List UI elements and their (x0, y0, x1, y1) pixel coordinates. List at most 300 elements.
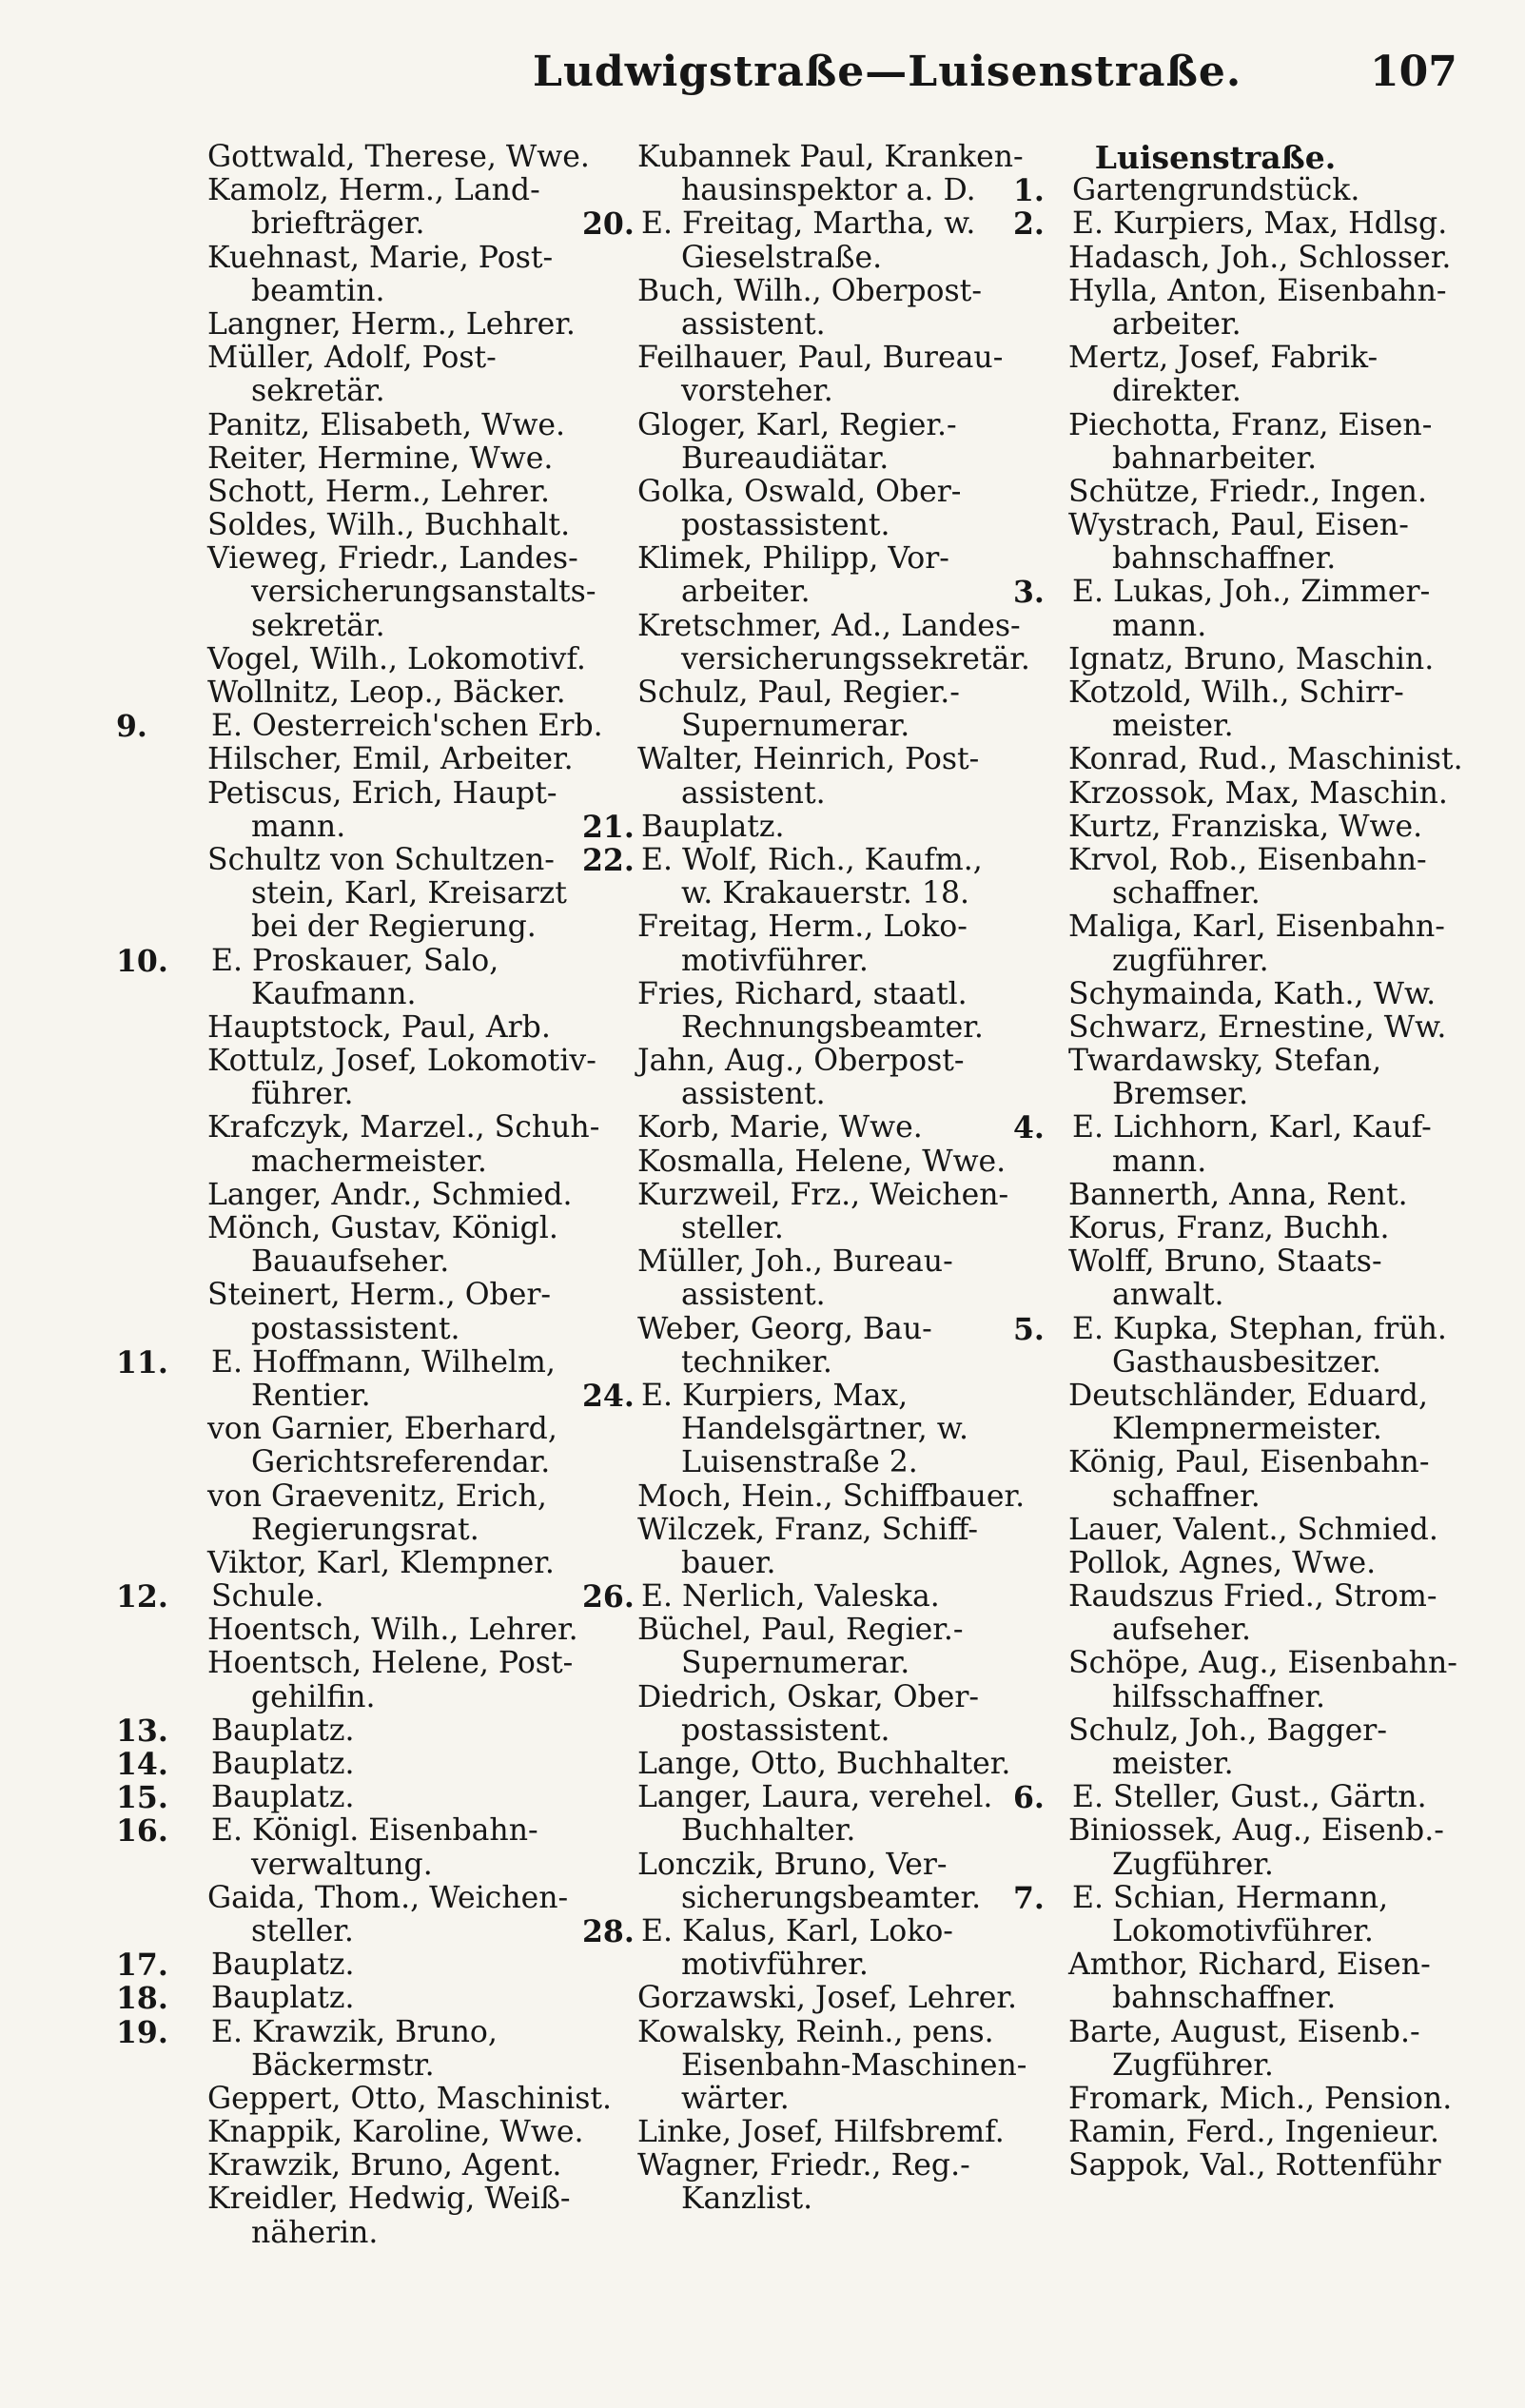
resident-entry (152, 844, 557, 877)
entry-text: E. Krawzik, Bruno, (211, 2014, 498, 2049)
entry-continuation (582, 174, 987, 207)
section-title: Luisenstraße. (1094, 139, 1337, 176)
entry-text: Korb, Marie, Wwe. (637, 1110, 923, 1145)
resident-entry (1013, 1378, 1428, 1413)
house-entry (1013, 1882, 1417, 1915)
resident-entry (152, 675, 566, 710)
entry-text: w. Krakauerstr. 18. (681, 876, 970, 911)
entry-text: Schulz, Paul, Regier.- (637, 675, 960, 710)
entry-text: Weber, Georg, Bau- (637, 1311, 932, 1346)
resident-entry (1013, 910, 1445, 945)
house-number: 12. (116, 1579, 168, 1615)
entry-continuation (582, 1948, 987, 1982)
entry-text: Gieselstraße. (681, 240, 883, 275)
entry-text: E. Proskauer, Salo, (211, 943, 499, 978)
entry-text: sicherungsbeamter. (681, 1880, 982, 1915)
entry-continuation (582, 710, 987, 743)
resident-entry (1013, 1948, 1431, 1983)
entry-continuation (582, 1547, 987, 1580)
entry-text: Feilhauer, Paul, Bureau- (637, 341, 1004, 376)
resident-entry (582, 910, 987, 944)
house-entry (582, 1380, 987, 1413)
entry-text: Golka, Oswald, Ober- (637, 474, 962, 509)
entry-text: Vogel, Wilh., Lokomotivf. (207, 641, 586, 676)
entry-text: Kuehnast, Marie, Post- (207, 240, 554, 275)
entry-text: E. Freitag, Martha, w. (641, 206, 976, 242)
entry-text: Kubannek Paul, Kranken- (637, 140, 1024, 174)
resident-entry (1013, 1547, 1417, 1580)
entry-text: Bremser. (1112, 1077, 1249, 1112)
resident-entry (152, 1646, 574, 1681)
entry-text: briefträger. (251, 206, 425, 242)
entry-text: Müller, Adolf, Post- (207, 341, 497, 376)
house-number: 22. (582, 842, 635, 878)
resident-entry (1013, 1813, 1444, 1849)
entry-text: Fries, Richard, staatl. (637, 976, 968, 1011)
entry-text: Langer, Laura, verehel. (637, 1780, 993, 1815)
house-entry (116, 1344, 557, 1380)
resident-entry (152, 742, 574, 777)
resident-entry (152, 2182, 571, 2217)
entry-text: Schütze, Friedr., Ingen. (1068, 474, 1427, 509)
entry-text: Langer, Andr., Schmied. (207, 1177, 573, 1212)
entry-continuation (582, 1446, 987, 1479)
entry-text: Konrad, Rud., Maschinist. (1068, 742, 1463, 777)
house-entry (116, 1713, 557, 1749)
entry-text: Klimek, Philipp, Vor- (637, 541, 949, 577)
resident-entry (1013, 976, 1437, 1011)
entry-text: Büchel, Paul, Regier.- (637, 1613, 964, 1648)
entry-continuation (1013, 442, 1417, 476)
entry-text: bahnschaffner. (1112, 1981, 1337, 2016)
entry-text: Rentier. (251, 1378, 371, 1413)
resident-entry (1013, 1512, 1438, 1547)
house-entry (116, 1780, 557, 1816)
resident-entry (152, 2115, 584, 2150)
entry-continuation (582, 877, 987, 910)
entry-text: Maliga, Karl, Eisenbahn- (1068, 910, 1445, 945)
entry-continuation (152, 910, 557, 944)
entry-continuation (582, 375, 987, 408)
resident-entry (1013, 1245, 1417, 1279)
house-number: 18. (116, 1981, 168, 2017)
entry-text: Gloger, Karl, Regier.- (637, 407, 957, 442)
entry-text: Luisenstraße 2. (681, 1445, 918, 1480)
resident-entry (152, 1880, 569, 1915)
entry-continuation (1013, 1480, 1417, 1514)
entry-text: E. Wolf, Rich., Kaufm., (641, 842, 983, 877)
resident-entry (1013, 2148, 1441, 2183)
entry-text: Hauptstock, Paul, Arb. (207, 1009, 551, 1045)
entry-text: Mertz, Josef, Fabrik- (1068, 341, 1378, 376)
entry-continuation (1013, 308, 1417, 342)
resident-entry (152, 541, 578, 577)
resident-entry (582, 1681, 987, 1714)
resident-entry (582, 1747, 1011, 1781)
entry-continuation (582, 2083, 987, 2116)
entry-text: E. Kurpiers, Max, (641, 1378, 909, 1413)
entry-text: Korus, Franz, Buchh. (1068, 1211, 1390, 1245)
house-number: 20. (582, 206, 635, 243)
entry-text: bei der Regierung. (251, 910, 537, 945)
house-entry (582, 844, 987, 877)
entry-text: assistent. (681, 1077, 826, 1112)
house-number: 10. (116, 943, 168, 979)
entry-text: postassistent. (681, 508, 890, 543)
entry-text: Twardawsky, Stefan, (1068, 1044, 1382, 1079)
entry-text: Kurtz, Franziska, Wwe. (1068, 809, 1423, 844)
entry-continuation (582, 509, 987, 542)
entry-text: Wilczek, Franz, Schiff- (637, 1512, 979, 1547)
entry-text: zugführer. (1112, 943, 1269, 978)
entry-continuation (582, 576, 987, 609)
entry-text: versicherungssekretär. (681, 641, 1030, 676)
entry-text: Barte, August, Eisenb.- (1068, 2014, 1420, 2049)
entry-continuation (582, 1882, 987, 1915)
house-entry (116, 709, 603, 745)
resident-entry (152, 1613, 578, 1648)
resident-entry (582, 1144, 1007, 1179)
entry-continuation (1013, 1145, 1417, 1179)
house-number: 26. (582, 1579, 635, 1615)
entry-text: Schott, Herm., Lehrer. (207, 474, 551, 509)
entry-text: Deutschländer, Eduard, (1068, 1378, 1428, 1413)
resident-entry (582, 1478, 1026, 1514)
entry-text: E. Königl. Eisenbahn- (211, 1813, 538, 1849)
entry-text: Krvol, Rob., Eisenbahn- (1068, 842, 1427, 877)
resident-entry (152, 2148, 562, 2183)
entry-text: sekretär. (251, 608, 385, 643)
entry-text: Supernumerar. (681, 709, 910, 744)
resident-entry (1013, 1009, 1447, 1045)
entry-text: Wystrach, Paul, Eisen- (1068, 508, 1409, 543)
resident-entry (582, 1177, 1009, 1212)
entry-continuation (582, 2047, 1027, 2083)
resident-entry (152, 1110, 600, 1145)
resident-entry (1013, 742, 1463, 777)
house-number: 13. (116, 1713, 168, 1749)
entry-continuation (152, 1145, 557, 1179)
entry-text: assistent. (681, 306, 826, 342)
resident-entry (582, 476, 987, 509)
entry-text: hilfsschaffner. (1112, 1679, 1326, 1714)
entry-text: Jahn, Aug., Oberpost- (637, 1044, 965, 1079)
resident-entry (582, 676, 987, 710)
entry-text: Moch, Hein., Schiffbauer. (637, 1478, 1026, 1514)
entry-text: Krafczyk, Marzel., Schuh- (207, 1110, 600, 1145)
resident-entry (582, 275, 987, 308)
entry-text: Biniossek, Aug., Eisenb.- (1068, 1813, 1444, 1849)
entry-text: Krzossok, Max, Maschin. (1068, 775, 1448, 811)
entry-text: assistent. (681, 775, 826, 811)
entry-text: Bauplatz. (211, 1981, 355, 2016)
entry-text: Freitag, Herm., Loko- (637, 910, 968, 945)
entry-text: Schultz von Schultzen- (207, 842, 555, 877)
entry-text: Lokomotivführer. (1112, 1913, 1374, 1948)
resident-entry (152, 2081, 613, 2116)
entry-text: Bauplatz. (211, 1713, 355, 1748)
entry-text: Bäckermstr. (251, 2047, 435, 2083)
entry-text: Ignatz, Bruno, Maschin. (1068, 641, 1435, 676)
house-number: 11. (116, 1344, 168, 1380)
entry-text: E. Nerlich, Valeska. (641, 1579, 940, 1615)
entry-text: Rechnungsbeamter. (681, 1009, 984, 1045)
entry-text: Supernumerar. (681, 1646, 910, 1681)
entry-text: Wagner, Friedr., Reg.- (637, 2148, 970, 2183)
resident-entry (582, 1111, 987, 1145)
resident-entry (582, 2115, 1005, 2150)
house-entry (1013, 1780, 1427, 1816)
entry-continuation (582, 1011, 987, 1045)
entry-text: E. Lukas, Joh., Zimmer- (1072, 575, 1431, 610)
entry-text: Wollnitz, Leop., Bäcker. (207, 675, 566, 710)
resident-entry (1013, 641, 1435, 676)
house-number: 6. (1013, 1780, 1045, 1816)
entry-text: meister. (1112, 709, 1234, 744)
resident-entry (582, 542, 987, 576)
entry-continuation (152, 1380, 557, 1413)
entry-text: E. Kupka, Stephan, früh. (1072, 1311, 1447, 1346)
entry-continuation (152, 2049, 557, 2083)
resident-entry (582, 341, 1004, 376)
resident-entry (1013, 509, 1417, 542)
entry-text: König, Paul, Eisenbahn- (1068, 1445, 1430, 1480)
resident-entry (1013, 1045, 1417, 1078)
house-number: 15. (116, 1780, 168, 1816)
resident-entry (1013, 842, 1427, 877)
entry-text: Schöpe, Aug., Eisenbahn- (1068, 1646, 1457, 1681)
entry-text: bahnarbeiter. (1112, 440, 1318, 476)
resident-entry (1013, 809, 1423, 844)
house-entry (1013, 1110, 1432, 1146)
entry-continuation (582, 2183, 987, 2216)
entry-text: aufseher. (1112, 1613, 1252, 1648)
entry-continuation (152, 375, 557, 408)
entry-text: Lauer, Valent., Schmied. (1068, 1512, 1438, 1547)
resident-entry (582, 1245, 987, 1279)
entry-text: Sappok, Val., Rottenführ (1068, 2148, 1441, 2183)
entry-continuation (582, 242, 987, 275)
entry-text: Zugführer. (1112, 2047, 1274, 2083)
entry-text: postassistent. (681, 1713, 890, 1748)
resident-entry (152, 174, 557, 207)
resident-entry (1013, 273, 1447, 308)
entry-text: Kanzlist. (681, 2182, 813, 2217)
house-number: 5. (1013, 1311, 1045, 1347)
entry-text: beamtin. (251, 273, 385, 308)
entry-text: sekretär. (251, 374, 385, 409)
entry-text: bahnschaffner. (1112, 541, 1337, 577)
resident-entry (152, 442, 557, 476)
entry-text: Gorzawski, Josef, Lehrer. (637, 1981, 1017, 2016)
entry-text: Mönch, Gustav, Königl. (207, 1211, 558, 1245)
resident-entry (152, 1177, 573, 1212)
entry-text: mann. (1112, 1144, 1207, 1179)
entry-text: E. Hoffmann, Wilhelm, (211, 1344, 556, 1380)
resident-entry (152, 1212, 557, 1245)
resident-entry (582, 608, 1021, 643)
entry-continuation (1013, 1346, 1417, 1380)
entry-text: Geppert, Otto, Maschinist. (207, 2081, 613, 2116)
entry-continuation (1013, 542, 1417, 576)
entry-text: Kowalsky, Reinh., pens. (637, 2014, 994, 2049)
house-entry (1013, 174, 1417, 207)
entry-text: E. Steller, Gust., Gärtn. (1072, 1780, 1427, 1815)
entry-text: Knappik, Karoline, Wwe. (207, 2115, 584, 2150)
entry-text: Müller, Joh., Bureau- (637, 1244, 953, 1280)
entry-text: arbeiter. (681, 575, 811, 610)
entry-text: mann. (1112, 608, 1207, 643)
entry-text: Diedrich, Oskar, Ober- (637, 1679, 980, 1714)
resident-entry (582, 1614, 987, 1647)
entry-continuation (582, 777, 987, 811)
resident-entry (582, 409, 987, 442)
house-entry (582, 1915, 987, 1948)
entry-text: Gartengrundstück. (1072, 173, 1360, 208)
entry-text: mann. (251, 809, 346, 844)
entry-continuation (1013, 1681, 1417, 1714)
entry-text: Kaufmann. (251, 976, 417, 1011)
entry-continuation (152, 1245, 557, 1279)
entry-text: Eisenbahn-Maschinen- (681, 2047, 1027, 2083)
house-number: 7. (1013, 1880, 1045, 1916)
entry-text: Kretschmer, Ad., Landes- (637, 608, 1021, 643)
entry-continuation (1013, 1915, 1417, 1948)
entry-continuation (582, 1346, 987, 1380)
house-number: 21. (582, 809, 635, 845)
house-entry (116, 943, 557, 979)
house-number: 16. (116, 1813, 168, 1850)
entry-text: Walter, Heinrich, Post- (637, 742, 980, 777)
entry-continuation (1013, 945, 1417, 978)
entry-text: Bauaufseher. (251, 1244, 450, 1280)
entry-continuation (152, 207, 557, 241)
entry-continuation (582, 1413, 987, 1446)
entry-continuation (582, 945, 987, 978)
entry-text: Kreidler, Hedwig, Weiß- (207, 2182, 571, 2217)
house-number: 17. (116, 1948, 168, 1984)
entry-text: Ramin, Ferd., Ingenieur. (1068, 2115, 1439, 2150)
resident-entry (582, 1981, 1017, 2016)
house-entry (1013, 575, 1431, 611)
entry-text: Soldes, Wilh., Buchhalt. (207, 508, 571, 543)
house-number: 9. (116, 709, 147, 745)
entry-text: Handelsgärtner, w. (681, 1412, 969, 1447)
resident-entry (152, 1480, 557, 1514)
entry-text: Buchhalter. (681, 1813, 856, 1849)
entry-text: stein, Karl, Kreisarzt (251, 876, 567, 911)
entry-text: motivführer. (681, 943, 869, 978)
entry-continuation (1013, 1748, 1417, 1781)
entry-text: Buch, Wilh., Oberpost- (637, 273, 982, 308)
entry-text: Fromark, Mich., Pension. (1068, 2081, 1453, 2116)
entry-continuation (582, 1714, 987, 1748)
house-entry (116, 1579, 557, 1615)
entry-continuation (582, 1647, 987, 1680)
entry-text: Lonczik, Bruno, Ver- (637, 1847, 948, 1882)
entry-text: Steinert, Herm., Ober- (207, 1278, 552, 1313)
resident-entry (152, 1011, 557, 1045)
resident-entry (1013, 676, 1417, 710)
entry-text: Schulz, Joh., Bagger- (1068, 1713, 1388, 1748)
entry-text: meister. (1112, 1747, 1234, 1781)
entry-text: Langner, Herm., Lehrer. (207, 306, 576, 342)
resident-entry (582, 140, 1024, 174)
entry-text: assistent. (681, 1278, 826, 1313)
resident-entry (1013, 342, 1417, 375)
entry-text: näherin. (251, 2215, 379, 2250)
resident-entry (152, 407, 566, 442)
entry-text: Linke, Josef, Hilfsbremf. (637, 2115, 1005, 2150)
entry-text: Bauplatz. (641, 809, 785, 844)
entry-text: Bauplatz. (211, 1747, 355, 1781)
resident-entry (152, 777, 557, 811)
house-number: 28. (582, 1913, 635, 1949)
resident-entry (582, 978, 987, 1011)
resident-entry (152, 476, 557, 509)
entry-text: Kamolz, Herm., Land- (207, 173, 540, 208)
house-entry (1013, 1311, 1447, 1347)
entry-text: E. Lichhorn, Karl, Kauf- (1072, 1110, 1432, 1145)
entry-text: techniker. (681, 1344, 832, 1380)
resident-entry (152, 1279, 557, 1312)
house-entry (116, 1948, 557, 1984)
resident-entry (152, 306, 576, 342)
entry-continuation (582, 1814, 987, 1848)
entry-text: bauer. (681, 1545, 776, 1580)
entry-text: Kurzweil, Frz., Weichen- (637, 1177, 1009, 1212)
resident-entry (152, 508, 571, 543)
entry-text: machermeister. (251, 1144, 487, 1179)
resident-entry (152, 641, 586, 676)
entry-text: Kotzold, Wilh., Schirr- (1068, 675, 1404, 710)
entry-continuation (152, 1313, 557, 1346)
entry-continuation (582, 641, 1030, 676)
entry-text: Panitz, Elisabeth, Wwe. (207, 407, 566, 442)
entry-text: verwaltung. (251, 1847, 433, 1882)
entry-continuation (152, 1915, 557, 1948)
resident-entry (582, 1780, 993, 1815)
entry-text: Hilscher, Emil, Arbeiter. (207, 742, 574, 777)
page-number: 107 (1370, 48, 1457, 96)
resident-entry (1013, 2081, 1453, 2116)
column-2 (582, 140, 1030, 2217)
resident-entry (152, 1413, 557, 1446)
running-head: Ludwigstraße—Luisenstraße. (533, 48, 1242, 96)
entry-continuation (1013, 1279, 1417, 1312)
entry-continuation (152, 1849, 557, 1882)
resident-entry (152, 342, 557, 375)
entry-continuation (1013, 2049, 1417, 2083)
entry-continuation (582, 1279, 987, 1312)
entry-text: Bauplatz. (211, 1948, 355, 1983)
resident-entry (582, 1514, 987, 1547)
resident-entry (152, 140, 590, 174)
resident-entry (1013, 1714, 1417, 1748)
resident-entry (1013, 775, 1448, 811)
entry-text: Schwarz, Ernestine, Ww. (1068, 1009, 1447, 1045)
entry-text: Krawzik, Bruno, Agent. (207, 2148, 562, 2183)
entry-text: arbeiter. (1112, 306, 1242, 342)
house-number: 4. (1013, 1110, 1045, 1146)
entry-continuation (1013, 710, 1417, 743)
resident-entry (152, 1044, 596, 1079)
house-number: 14. (116, 1747, 168, 1782)
house-entry (582, 207, 987, 241)
entry-text: motivführer. (681, 1948, 869, 1983)
house-entry (582, 811, 987, 844)
resident-entry (1013, 240, 1452, 275)
